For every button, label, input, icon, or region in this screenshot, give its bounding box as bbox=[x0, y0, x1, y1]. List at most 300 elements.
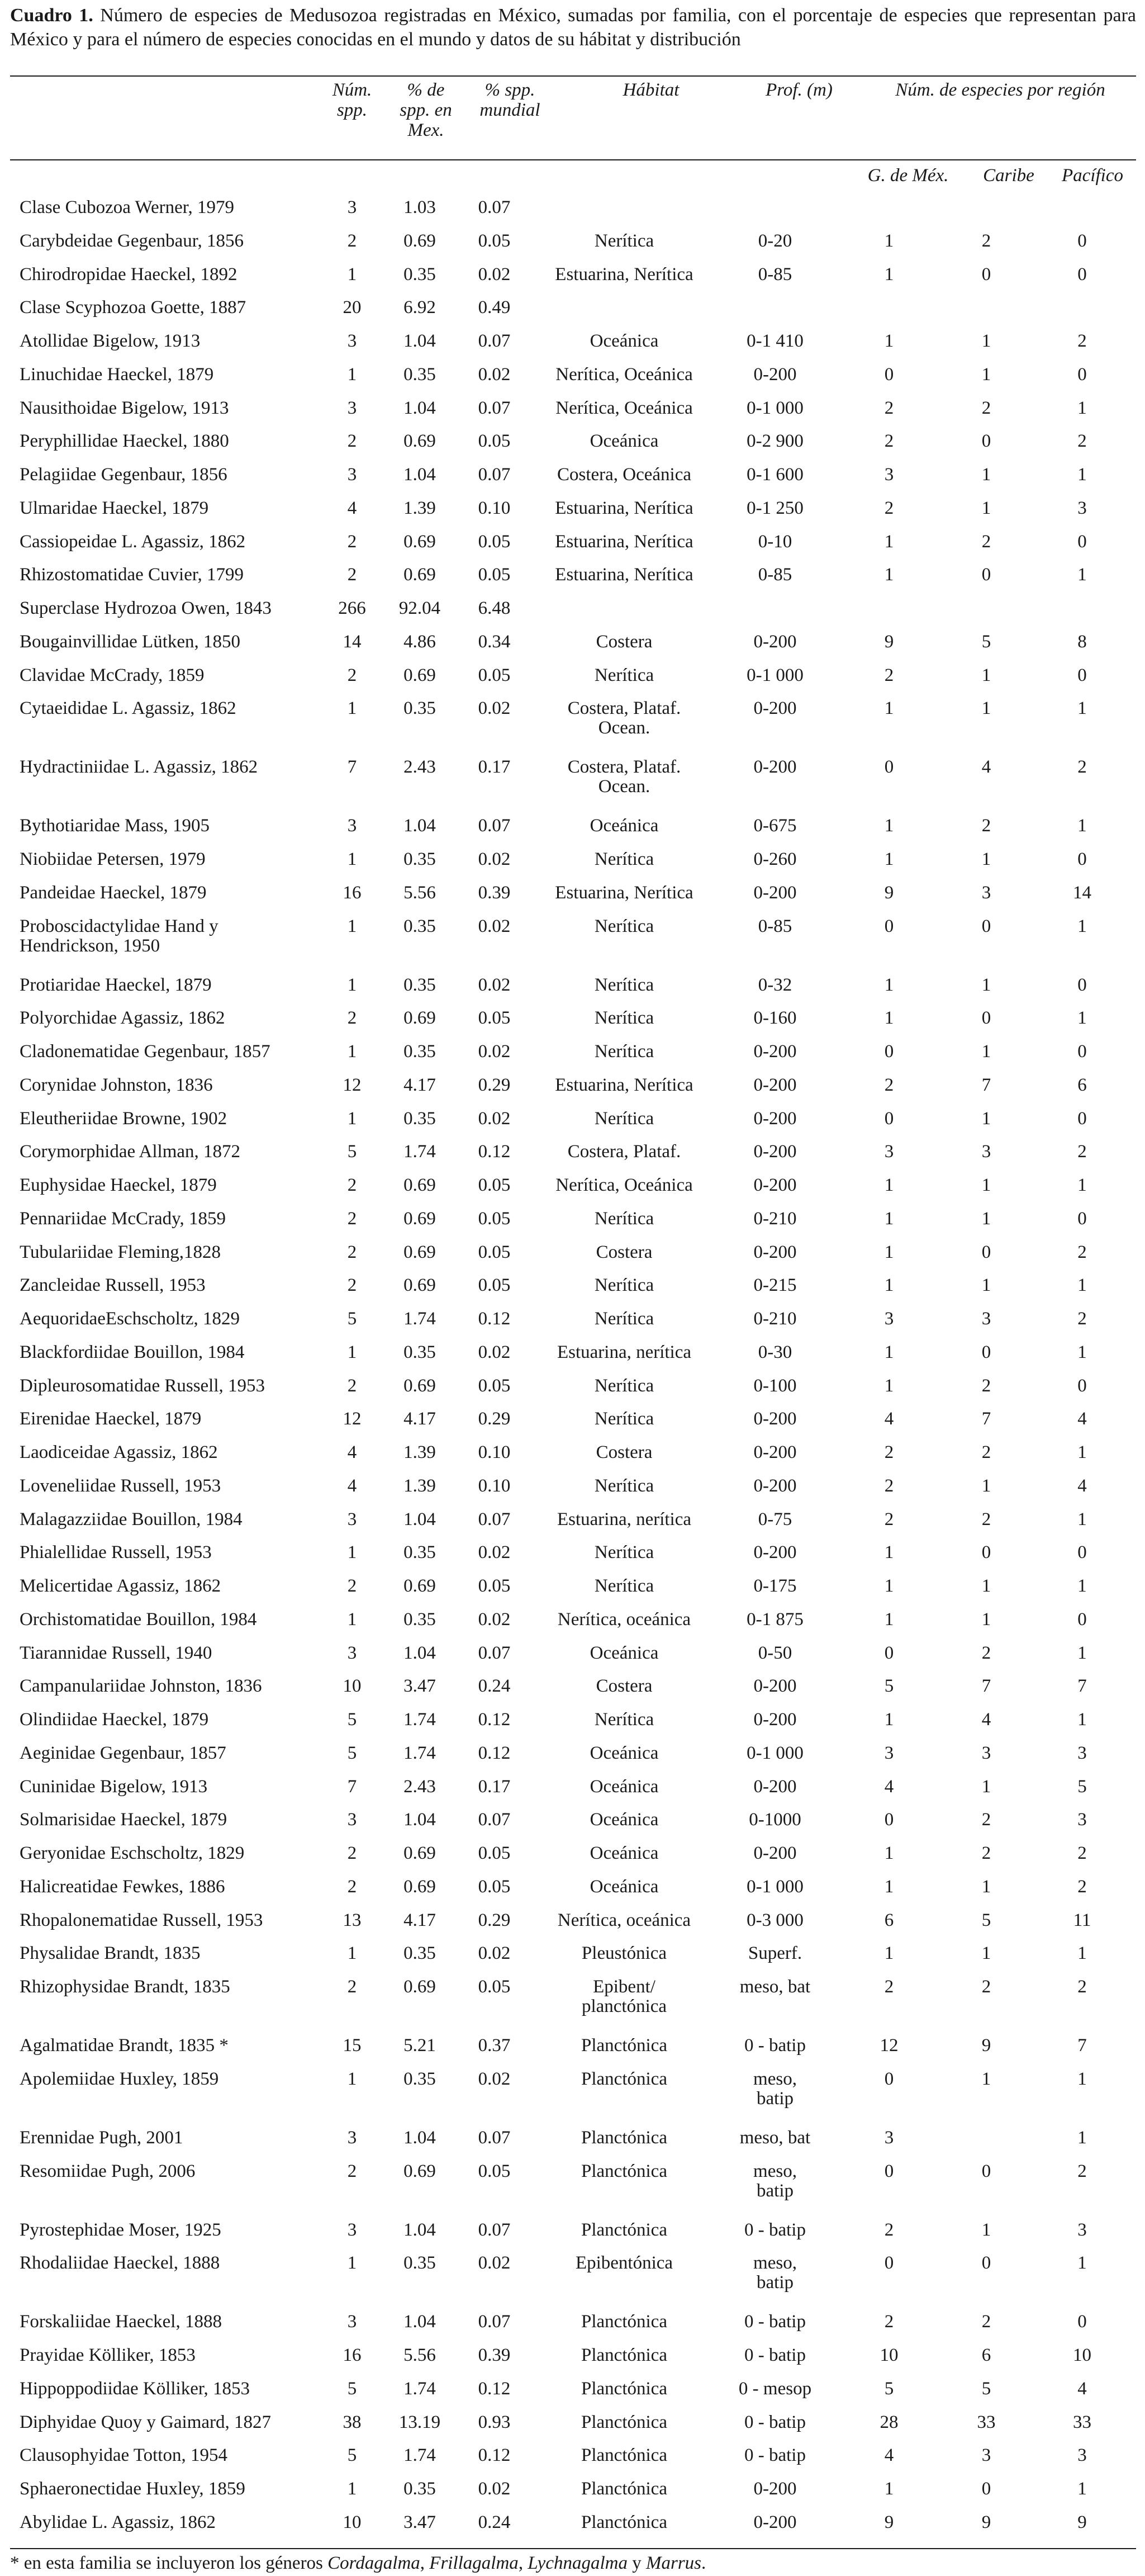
table-row bbox=[10, 2513, 1136, 2546]
habitat-cell bbox=[532, 757, 716, 816]
caribe-count-cell: 3 bbox=[981, 2445, 991, 2466]
family-name-cell bbox=[10, 1677, 321, 1710]
depth-cell bbox=[716, 883, 834, 917]
family-name-cell bbox=[10, 2479, 321, 2513]
family-name-line: Pennariidae McCrady, 1859 bbox=[20, 1208, 226, 1229]
depth-line: 0-85 bbox=[758, 264, 792, 285]
pct-mex-cell: 5.56 bbox=[403, 2345, 436, 2365]
depth-line: 0-200 bbox=[753, 1175, 797, 1195]
depth-cell bbox=[716, 2346, 834, 2379]
pct-mex-cell: 3.47 bbox=[403, 1676, 436, 1697]
depth-cell bbox=[716, 198, 834, 231]
pct-mex-cell: 1.39 bbox=[403, 1475, 436, 1496]
header-pct-world bbox=[472, 80, 548, 120]
pct-mex-cell: 2.43 bbox=[403, 757, 436, 778]
pacifico-count-cell: 4 bbox=[1077, 1409, 1087, 1429]
pacifico-count-cell bbox=[1028, 599, 1136, 632]
pacifico-count-cell: 2 bbox=[1077, 757, 1087, 778]
pct-world-cell: 0.37 bbox=[478, 2035, 511, 2056]
pct-world-cell: 0.05 bbox=[478, 1242, 511, 1262]
depth-line: 0-200 bbox=[753, 1242, 797, 1262]
habitat-cell bbox=[532, 265, 716, 299]
caribe-count-cell: 1 bbox=[981, 1876, 991, 1897]
depth-cell bbox=[716, 1777, 834, 1811]
depth-cell bbox=[716, 2070, 834, 2128]
pacifico-count-cell: 14 bbox=[1073, 882, 1091, 903]
header-rule bbox=[10, 159, 1136, 160]
top-rule bbox=[10, 75, 1136, 77]
gulf-mexico-count-cell: 1 bbox=[884, 1208, 894, 1229]
gulf-mexico-count-cell: 2 bbox=[884, 1509, 894, 1530]
num-spp-cell: 5 bbox=[347, 1309, 357, 1329]
caribe-count-cell: 9 bbox=[981, 2035, 991, 2056]
habitat-cell bbox=[532, 2312, 716, 2346]
pacifico-count-cell: 7 bbox=[1077, 1676, 1087, 1697]
num-spp-cell: 12 bbox=[343, 1409, 362, 1429]
habitat-line: Estuarina, Nerítica bbox=[555, 1074, 693, 1095]
depth-cell bbox=[716, 1243, 834, 1276]
family-name-cell bbox=[10, 2253, 321, 2312]
habitat-line: Nerítica bbox=[594, 1008, 654, 1029]
depth-cell bbox=[716, 565, 834, 599]
table-row bbox=[10, 1076, 1136, 1109]
depth-line: 0 - batip bbox=[744, 2445, 806, 2466]
family-name-line: Physalidae Brandt, 1835 bbox=[20, 1943, 201, 1964]
depth-cell bbox=[716, 1977, 834, 2036]
gulf-mexico-count-cell: 3 bbox=[884, 1309, 894, 1329]
table-row bbox=[10, 198, 1136, 231]
depth-line: 0-260 bbox=[753, 849, 797, 869]
habitat-cell bbox=[532, 2220, 716, 2254]
family-name-line: Resomiidae Pugh, 2006 bbox=[20, 2161, 196, 2181]
family-name-line: Halicreatidae Fewkes, 1886 bbox=[20, 1876, 225, 1897]
caribe-count-cell: 1 bbox=[981, 1943, 991, 1964]
pacifico-count-cell: 2 bbox=[1077, 431, 1087, 452]
family-name-cell bbox=[10, 2379, 321, 2413]
caribe-count-cell: 0 bbox=[981, 1342, 991, 1362]
habitat-cell bbox=[532, 2128, 716, 2162]
table-row bbox=[10, 1977, 1136, 2036]
pct-world-cell: 0.07 bbox=[478, 1509, 511, 1530]
habitat-line: Estuarina, Nerítica bbox=[555, 264, 693, 285]
pct-world-cell: 0.05 bbox=[478, 2161, 511, 2181]
habitat-line: Nerítica bbox=[594, 916, 654, 936]
gulf-mexico-count-cell: 1 bbox=[884, 1542, 894, 1563]
gulf-mexico-count-cell: 1 bbox=[884, 1342, 894, 1362]
num-spp-cell: 3 bbox=[347, 465, 357, 485]
pct-mex-cell: 1.74 bbox=[403, 1710, 436, 1730]
caribe-count-cell: 1 bbox=[981, 2219, 991, 2240]
pacifico-count-cell: 3 bbox=[1077, 1810, 1087, 1830]
family-name-cell bbox=[10, 1944, 321, 1977]
depth-cell bbox=[716, 532, 834, 566]
habitat-cell bbox=[532, 2070, 716, 2128]
pct-mex-cell: 0.35 bbox=[403, 916, 436, 936]
family-name-line: Hydractiniidae L. Agassiz, 1862 bbox=[20, 757, 258, 778]
caribe-count-cell bbox=[944, 198, 1028, 231]
num-spp-cell: 2 bbox=[347, 1375, 357, 1396]
habitat-line: Nerítica, oceánica bbox=[557, 1609, 691, 1630]
pct-world-cell: 0.12 bbox=[478, 1142, 511, 1162]
depth-line: 0-100 bbox=[753, 1375, 797, 1396]
depth-line: 0 - batip bbox=[744, 2412, 806, 2432]
family-name-cell bbox=[10, 399, 321, 432]
depth-cell bbox=[716, 757, 834, 816]
habitat-line: Nerítica bbox=[594, 230, 654, 251]
family-name-cell bbox=[10, 2312, 321, 2346]
num-spp-cell: 1 bbox=[347, 264, 357, 285]
num-spp-cell: 5 bbox=[347, 1142, 357, 1162]
depth-line: 0-210 bbox=[753, 1309, 797, 1329]
habitat-cell bbox=[532, 565, 716, 599]
depth-cell bbox=[716, 1376, 834, 1410]
depth-cell bbox=[716, 399, 834, 432]
family-name-line: Pandeidae Haeckel, 1879 bbox=[20, 882, 207, 903]
depth-cell bbox=[716, 2036, 834, 2070]
num-spp-cell: 10 bbox=[343, 1676, 362, 1697]
depth-cell bbox=[716, 2253, 834, 2312]
pacifico-count-cell: 11 bbox=[1073, 1910, 1091, 1930]
table-row bbox=[10, 2220, 1136, 2254]
depth-line: 0-200 bbox=[753, 1542, 797, 1563]
habitat-line: Nerítica, Oceánica bbox=[555, 364, 693, 385]
num-spp-cell: 1 bbox=[347, 849, 357, 869]
caribe-count-cell: 7 bbox=[981, 1074, 991, 1095]
num-spp-cell: 3 bbox=[347, 1810, 357, 1830]
table-row bbox=[10, 2479, 1136, 2513]
num-spp-cell: 266 bbox=[338, 598, 366, 618]
habitat-line: Oceánica bbox=[590, 1843, 659, 1863]
num-spp-cell: 16 bbox=[343, 2345, 362, 2365]
habitat-cell bbox=[532, 365, 716, 399]
family-name-line: Ulmaridae Haeckel, 1879 bbox=[20, 498, 209, 518]
pct-mex-cell: 1.04 bbox=[403, 2312, 436, 2332]
habitat-cell bbox=[532, 1877, 716, 1911]
num-spp-cell: 1 bbox=[347, 698, 357, 719]
table-row bbox=[10, 1276, 1136, 1309]
habitat-cell bbox=[532, 599, 716, 632]
depth-cell bbox=[716, 1209, 834, 1243]
depth-cell bbox=[716, 1810, 834, 1844]
habitat-cell bbox=[532, 2253, 716, 2312]
pct-mex-cell: 1.74 bbox=[403, 1742, 436, 1763]
pacifico-count-cell: 33 bbox=[1073, 2412, 1091, 2432]
table-row bbox=[10, 1677, 1136, 1710]
habitat-cell bbox=[532, 499, 716, 532]
family-name-line: Corymorphidae Allman, 1872 bbox=[20, 1142, 241, 1162]
habitat-line: Nerítica bbox=[594, 1309, 654, 1329]
pct-world-cell: 0.05 bbox=[478, 1576, 511, 1596]
pct-world-cell: 0.07 bbox=[478, 197, 511, 217]
caribe-count-cell: 1 bbox=[981, 974, 991, 995]
caribe-count-cell: 1 bbox=[981, 1475, 991, 1496]
pct-mex-cell: 1.04 bbox=[403, 2127, 436, 2148]
gulf-mexico-count-cell: 1 bbox=[884, 1275, 894, 1296]
gulf-mexico-count-cell: 0 bbox=[884, 2068, 894, 2089]
num-spp-cell: 3 bbox=[347, 2127, 357, 2148]
pct-world-cell: 0.07 bbox=[478, 465, 511, 485]
depth-line: 0 - batip bbox=[744, 2035, 806, 2056]
depth-line: 0-200 bbox=[753, 1142, 797, 1162]
family-name-cell bbox=[10, 2036, 321, 2070]
gulf-mexico-count-cell: 1 bbox=[884, 1609, 894, 1630]
pacifico-count-cell: 2 bbox=[1077, 1309, 1087, 1329]
depth-line: 0-200 bbox=[753, 1041, 797, 1062]
pacifico-count-cell: 0 bbox=[1077, 1609, 1087, 1630]
depth-line: 0-1 410 bbox=[747, 331, 804, 351]
family-name-line: Dipleurosomatidae Russell, 1953 bbox=[20, 1375, 265, 1396]
table-row bbox=[10, 1644, 1136, 1677]
pct-world-cell: 0.05 bbox=[478, 1275, 511, 1296]
pacifico-count-cell: 4 bbox=[1077, 2378, 1087, 2399]
table-row bbox=[10, 632, 1136, 666]
habitat-cell bbox=[532, 917, 716, 976]
pct-world-cell: 6.48 bbox=[478, 598, 511, 618]
table-row bbox=[10, 2036, 1136, 2070]
habitat-line: Estuarina, nerítica bbox=[557, 1509, 692, 1530]
pct-world-cell: 0.39 bbox=[478, 2345, 511, 2365]
caribe-count-cell: 0 bbox=[981, 264, 991, 285]
num-spp-cell: 2 bbox=[347, 1576, 357, 1596]
depth-cell bbox=[716, 365, 834, 399]
num-spp-cell: 2 bbox=[347, 1876, 357, 1897]
family-name-cell bbox=[10, 2220, 321, 2254]
caribe-count-cell: 4 bbox=[981, 757, 991, 778]
num-spp-cell: 2 bbox=[347, 665, 357, 685]
num-spp-cell: 1 bbox=[347, 2068, 357, 2089]
table-row bbox=[10, 2312, 1136, 2346]
habitat-line: Costera bbox=[596, 1676, 653, 1697]
depth-line: 0-160 bbox=[753, 1008, 797, 1029]
header-line: mundial bbox=[479, 100, 540, 120]
num-spp-cell: 4 bbox=[347, 498, 357, 518]
gulf-mexico-count-cell: 1 bbox=[884, 816, 894, 836]
pct-mex-cell: 0.35 bbox=[403, 2479, 436, 2499]
family-name-line: Laodiceidae Agassiz, 1862 bbox=[20, 1442, 218, 1462]
caribe-count-cell: 1 bbox=[981, 331, 991, 351]
gulf-mexico-count-cell: 1 bbox=[884, 230, 894, 251]
pct-world-cell: 0.17 bbox=[478, 1776, 511, 1797]
gulf-mexico-count-cell: 1 bbox=[884, 1843, 894, 1863]
caribe-count-cell: 2 bbox=[981, 531, 991, 552]
pacifico-count-cell: 0 bbox=[1077, 1375, 1087, 1396]
pct-mex-cell: 5.21 bbox=[403, 2035, 436, 2056]
family-name-line: Geryonidae Eschscholtz, 1829 bbox=[20, 1843, 245, 1863]
family-name-cell bbox=[10, 2413, 321, 2446]
table-row bbox=[10, 2446, 1136, 2479]
habitat-cell bbox=[532, 2513, 716, 2546]
caribe-count-cell: 3 bbox=[981, 1309, 991, 1329]
family-name-line: Rhizostomatidae Cuvier, 1799 bbox=[20, 565, 244, 585]
depth-cell bbox=[716, 917, 834, 976]
pct-world-cell: 0.02 bbox=[478, 264, 511, 285]
habitat-line: Costera bbox=[596, 631, 653, 652]
habitat-cell bbox=[532, 332, 716, 365]
pacifico-count-cell: 0 bbox=[1077, 1041, 1087, 1062]
gulf-mexico-count-cell: 1 bbox=[884, 1576, 894, 1596]
depth-cell bbox=[716, 1476, 834, 1510]
gulf-mexico-count-cell: 1 bbox=[884, 1008, 894, 1029]
caribe-count-cell: 2 bbox=[981, 397, 991, 418]
pct-mex-cell: 4.17 bbox=[403, 1910, 436, 1930]
pacifico-count-cell: 1 bbox=[1077, 1509, 1087, 1530]
caribe-count-cell: 2 bbox=[981, 816, 991, 836]
header-line: Mex. bbox=[407, 120, 444, 140]
pct-world-cell: 0.07 bbox=[478, 2219, 511, 2240]
habitat-cell bbox=[532, 1008, 716, 1042]
depth-line: 0-30 bbox=[758, 1342, 792, 1362]
depth-cell bbox=[716, 2312, 834, 2346]
header-num-spp bbox=[321, 80, 383, 120]
pct-world-cell: 0.12 bbox=[478, 2378, 511, 2399]
table-row bbox=[10, 1142, 1136, 1176]
pct-world-cell: 0.02 bbox=[478, 849, 511, 869]
pct-mex-cell: 0.69 bbox=[403, 1275, 436, 1296]
pct-world-cell: 0.02 bbox=[478, 2253, 511, 2274]
pct-mex-cell: 1.74 bbox=[403, 1309, 436, 1329]
habitat-cell bbox=[532, 2036, 716, 2070]
table-row bbox=[10, 2413, 1136, 2446]
gulf-mexico-count-cell: 1 bbox=[884, 1876, 894, 1897]
habitat-line: Oceánica bbox=[590, 816, 659, 836]
depth-cell bbox=[716, 1677, 834, 1710]
pct-world-cell: 0.07 bbox=[478, 1642, 511, 1663]
habitat-cell bbox=[532, 1744, 716, 1777]
gulf-mexico-count-cell: 0 bbox=[884, 2253, 894, 2274]
depth-line: 0-10 bbox=[758, 531, 792, 552]
habitat-cell bbox=[532, 1343, 716, 1376]
depth-line: 0 - batip bbox=[744, 2312, 806, 2332]
family-name-line: Clavidae McCrady, 1859 bbox=[20, 665, 205, 685]
habitat-line: Planctónica bbox=[581, 2345, 667, 2365]
table-row bbox=[10, 699, 1136, 757]
family-name-cell bbox=[10, 699, 321, 757]
pacifico-count-cell: 3 bbox=[1077, 498, 1087, 518]
depth-line: batip bbox=[757, 2272, 794, 2293]
habitat-line: Oceánica bbox=[590, 1642, 659, 1663]
footnote-genus: Cordagalma bbox=[327, 2553, 420, 2573]
gulf-mexico-count-cell: 1 bbox=[884, 1710, 894, 1730]
gulf-mexico-count-cell: 4 bbox=[884, 1409, 894, 1429]
gulf-mexico-count-cell: 4 bbox=[884, 2445, 894, 2466]
pct-world-cell: 0.29 bbox=[478, 1409, 511, 1429]
caribe-count-cell: 4 bbox=[981, 1710, 991, 1730]
num-spp-cell: 3 bbox=[347, 397, 357, 418]
pct-world-cell: 0.02 bbox=[478, 2068, 511, 2089]
pct-world-cell: 0.02 bbox=[478, 1041, 511, 1062]
num-spp-cell: 2 bbox=[347, 531, 357, 552]
family-name-cell bbox=[10, 1409, 321, 1443]
pct-mex-cell: 4.86 bbox=[403, 631, 436, 652]
num-spp-cell: 16 bbox=[343, 882, 362, 903]
family-name-cell bbox=[10, 2346, 321, 2379]
family-name-cell bbox=[10, 1911, 321, 1944]
habitat-line: Nerítica bbox=[594, 1409, 654, 1429]
family-name-line: Aeginidae Gegenbaur, 1857 bbox=[20, 1742, 226, 1763]
num-spp-cell: 2 bbox=[347, 1008, 357, 1029]
habitat-cell bbox=[532, 1644, 716, 1677]
habitat-cell bbox=[532, 1042, 716, 1076]
pct-mex-cell: 0.69 bbox=[403, 1175, 436, 1195]
family-name-cell bbox=[10, 1744, 321, 1777]
family-name-cell bbox=[10, 465, 321, 499]
gulf-mexico-count-cell: 9 bbox=[884, 631, 894, 652]
depth-line: 0 - mesop bbox=[738, 2378, 812, 2399]
habitat-line: Estuarina, nerítica bbox=[557, 1342, 692, 1362]
habitat-line: Estuarina, Nerítica bbox=[555, 565, 693, 585]
num-spp-cell: 2 bbox=[347, 565, 357, 585]
caribe-count-cell: 1 bbox=[981, 1776, 991, 1797]
depth-line: 0-20 bbox=[758, 230, 792, 251]
num-spp-cell: 2 bbox=[347, 1275, 357, 1296]
depth-line: 0-200 bbox=[753, 757, 797, 778]
habitat-cell bbox=[532, 1677, 716, 1710]
depth-line: 0-2 900 bbox=[747, 431, 804, 452]
pct-mex-cell: 0.69 bbox=[403, 1977, 436, 1997]
pacifico-count-cell: 1 bbox=[1077, 1642, 1087, 1663]
family-name-line: Melicertidae Agassiz, 1862 bbox=[20, 1576, 221, 1596]
habitat-line: planctónica bbox=[581, 1996, 667, 2016]
pct-world-cell: 0.10 bbox=[478, 498, 511, 518]
num-spp-cell: 2 bbox=[347, 1208, 357, 1229]
table-row bbox=[10, 599, 1136, 632]
header-pct-mex bbox=[389, 80, 462, 140]
table-row bbox=[10, 1877, 1136, 1911]
caribe-count-cell: 3 bbox=[981, 1142, 991, 1162]
depth-line: 0-75 bbox=[758, 1509, 792, 1530]
pacifico-count-cell: 2 bbox=[1077, 331, 1087, 351]
caribe-count-cell: 7 bbox=[981, 1676, 991, 1697]
depth-cell bbox=[716, 2513, 834, 2546]
pacifico-count-cell: 1 bbox=[1077, 1008, 1087, 1029]
num-spp-cell: 3 bbox=[347, 816, 357, 836]
num-spp-cell: 3 bbox=[347, 331, 357, 351]
pct-mex-cell: 0.69 bbox=[403, 1843, 436, 1863]
habitat-line: Planctónica bbox=[581, 2219, 667, 2240]
depth-line: batip bbox=[757, 2180, 794, 2201]
depth-line: meso, bbox=[753, 2253, 797, 2274]
depth-line: 0-1 000 bbox=[747, 1876, 804, 1897]
pct-mex-cell: 1.74 bbox=[403, 2378, 436, 2399]
pct-mex-cell: 0.35 bbox=[403, 2068, 436, 2089]
gulf-mexico-count-cell: 3 bbox=[884, 1142, 894, 1162]
family-name-line: Rhodaliidae Haeckel, 1888 bbox=[20, 2253, 220, 2274]
family-name-line: Peryphillidae Haeckel, 1880 bbox=[20, 431, 229, 452]
depth-cell bbox=[716, 1576, 834, 1610]
depth-cell bbox=[716, 1543, 834, 1576]
pct-world-cell: 0.10 bbox=[478, 1442, 511, 1462]
pct-mex-cell: 0.69 bbox=[403, 431, 436, 452]
header-line: % de bbox=[407, 80, 445, 100]
pct-mex-cell: 0.35 bbox=[403, 1108, 436, 1129]
pacifico-count-cell: 9 bbox=[1077, 2512, 1087, 2532]
family-name-cell bbox=[10, 976, 321, 1009]
pacifico-count-cell: 2 bbox=[1077, 1843, 1087, 1863]
family-name-cell bbox=[10, 1576, 321, 1610]
num-spp-cell: 2 bbox=[347, 2161, 357, 2181]
pacifico-count-cell: 1 bbox=[1077, 698, 1087, 719]
pct-mex-cell: 1.04 bbox=[403, 1509, 436, 1530]
pct-world-cell: 0.39 bbox=[478, 882, 511, 903]
pct-world-cell: 0.05 bbox=[478, 1375, 511, 1396]
depth-cell bbox=[716, 632, 834, 666]
gulf-mexico-count-cell: 1 bbox=[884, 698, 894, 719]
family-name-line: Hippoppodiidae Kölliker, 1853 bbox=[20, 2378, 250, 2399]
gulf-mexico-count-cell: 9 bbox=[884, 882, 894, 903]
pct-world-cell: 0.29 bbox=[478, 1074, 511, 1095]
family-name-line: Euphysidae Haeckel, 1879 bbox=[20, 1175, 217, 1195]
gulf-mexico-count-cell: 2 bbox=[884, 2312, 894, 2332]
